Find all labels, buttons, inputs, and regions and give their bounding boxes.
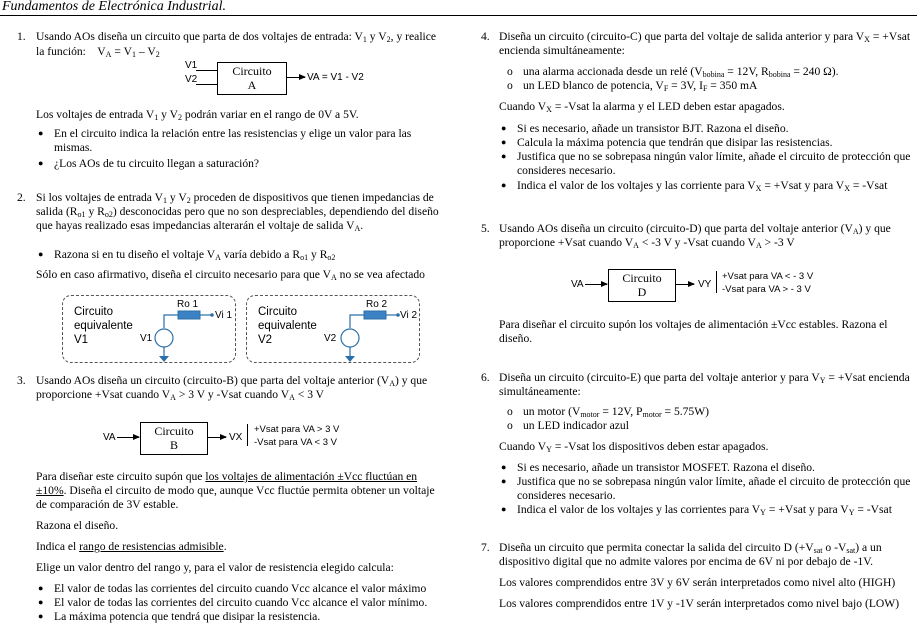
p3-para1-line1: Para diseñar este circuito supón que los voltajes de alimentación ±Vcc fluctúan en xyxy=(36,470,418,483)
p2-bullet: Razona si en tu diseño el voltaje $V_A$ varía debido a $R_{o1}$ y $R_{o2}$ xyxy=(54,248,336,262)
p2-line3: que hayas realizado esas impedancias alterarán el voltaje de salida $V_A$. xyxy=(36,219,364,233)
p4-bullet-2: Calcula la máxima potencia que tendrán que disipar las resistencias. xyxy=(517,136,833,149)
p3-para1-line2: ±10%. Diseña el circuito de modo que, aunque Vcc fluctúe permita obtener un voltaje xyxy=(36,484,435,497)
p3-line2: proporcione +Vsat cuando $V_A > 3$ V y -Vsat cuando $V_A < 3$ V xyxy=(36,388,325,402)
p6-item-2-marker: o xyxy=(507,419,513,432)
equiv-circuit-2-label-3: V2 xyxy=(258,334,273,346)
p6-bullet-2-cont: consideres necesario. xyxy=(517,489,616,502)
p7-high: Los valores comprendidos entre 3V y 6V serán interpretados como nivel alto (HIGH) xyxy=(499,576,896,589)
equiv-circuit-1-label-1: Circuito xyxy=(74,306,113,318)
p1-bullet-1-cont: mismas. xyxy=(54,141,93,154)
p6-bullet-2-dot: ● xyxy=(501,476,507,486)
p7-line2: dispositivo digital que no admite valores por encima de 6V ni por debajo de -1V. xyxy=(499,555,874,568)
p3-number: 3. xyxy=(17,374,26,387)
p6-bullet-3: Indica el valor de los voltajes y las corrientes para $V_Y$ = +Vsat y para $V_Y$ = -Vsat xyxy=(517,503,892,517)
circuit-b-cond-2: -Vsat para VA < 3 V xyxy=(254,437,337,448)
circuit-b-output-label: VX xyxy=(229,432,243,443)
equiv-circuit-1-label-2: equivalente xyxy=(74,320,133,332)
p3-bullet-1: El valor de todas las corrientes del circuito cuando Vcc alcance el valor máximo xyxy=(54,582,427,595)
p4-bullet-3-cont: consideres necesario. xyxy=(517,164,616,177)
p6-bullet-1: Si es necesario, añade un transistor MOSFET. Razona el diseño. xyxy=(517,461,815,474)
p3-razona: Razona el diseño. xyxy=(36,519,119,532)
p3-bullet-2-dot: ● xyxy=(38,597,44,607)
p2-bullet-dot: ● xyxy=(38,249,44,259)
equiv-circuit-2-label-2: equivalente xyxy=(258,320,317,332)
circuit-a-wire-1 xyxy=(196,70,217,71)
p3-line1: Usando AOs diseña un circuito (circuito-B) que parta del voltaje anterior $(V_A)$ y que xyxy=(36,374,428,388)
p4-bullet-4-dot: ● xyxy=(501,180,507,190)
p1-line2: la función: $V_A = V_1 - V_2$ xyxy=(36,45,160,59)
p1-bullet-2-dot: ● xyxy=(38,158,44,168)
circuit-a-input-2: V2 xyxy=(185,74,198,85)
page-title: Fundamentos de Electrónica Industrial. xyxy=(2,0,226,14)
p3-elige: Elige un valor dentro del rango y, para el valor de resistencia elegido calcula: xyxy=(36,561,394,574)
circuit-b-arrow-out xyxy=(208,437,226,438)
circuit-a-box: Circuito A xyxy=(217,62,287,95)
p3-para1-line3: de comparación de 3V estable. xyxy=(36,498,179,511)
p3-bullet-1-dot: ● xyxy=(38,583,44,593)
p3-indica: Indica el rango de resistencias admisible. xyxy=(36,540,227,553)
circuit-d-cond-2: -Vsat para VA > - 3 V xyxy=(722,284,811,295)
circuit-d-arrow-in xyxy=(585,284,607,285)
equiv-circuit-2-schematic xyxy=(0,0,1,1)
p6-line2: simultáneamente: xyxy=(499,385,581,398)
p6-item-1: un motor ($V_{motor} = 12V$, $P_{motor} = 5.75W$) xyxy=(523,405,710,419)
equiv-circuit-1-out-label: Vi 1 xyxy=(215,310,233,321)
p6-cuando: Cuando $V_Y$ = -Vsat los dispositivos deben estar apagados. xyxy=(499,440,769,454)
p6-item-1-marker: o xyxy=(507,405,513,418)
circuit-b-box: Circuito B xyxy=(140,422,208,455)
p6-line1: Diseña un circuito (circuito-E) que parta del voltaje anterior y para $V_Y$ = +Vsat encienda xyxy=(499,371,910,385)
circuit-a-output: VA = V1 - V2 xyxy=(307,72,364,83)
p4-item-2: un LED blanco de potencia, $V_F = 3V$, $I_F = 350$ mA xyxy=(523,79,758,93)
p7-number: 7. xyxy=(481,541,490,554)
p4-number: 4. xyxy=(481,30,490,43)
circuit-a-input-1: V1 xyxy=(185,60,198,71)
circuit-d-input: VA xyxy=(571,279,584,290)
p1-bullet-1-dot: ● xyxy=(38,128,44,138)
p2-number: 2. xyxy=(17,191,26,204)
p4-bullet-3: Justifica que no se sobrepasa ningún valor límite, añade el circuito de protección que xyxy=(517,150,911,163)
circuit-d-box: Circuito D xyxy=(608,269,676,302)
p6-bullet-1-dot: ● xyxy=(501,462,507,472)
p3-bullet-3: La máxima potencia que tendrá que disipar la resistencia. xyxy=(54,610,321,623)
circuit-b-input: VA xyxy=(103,432,116,443)
equiv-circuit-1-src-label: V1 xyxy=(140,333,153,344)
p6-item-2: un LED indicador azul xyxy=(523,419,629,432)
p4-bullet-2-dot: ● xyxy=(501,137,507,147)
circuit-a-wire-2 xyxy=(196,84,217,85)
equiv-circuit-2-src-label: V2 xyxy=(324,333,337,344)
p3-bullet-2: El valor de todas las corrientes del circuito cuando Vcc alcance el valor mínimo. xyxy=(54,596,428,609)
circuit-d-output-label: VY xyxy=(698,279,712,290)
p5-line2: proporcione +Vsat cuando $V_A < -3$ V y -Vsat cuando $V_A > -3$ V xyxy=(499,236,795,250)
circuit-b-cond-1: +Vsat para VA > 3 V xyxy=(254,424,340,435)
p7-low: Los valores comprendidos entre 1V y -1V serán interpretados como nivel bajo (LOW) xyxy=(499,597,900,610)
p3-bullet-3-dot: ● xyxy=(38,611,44,621)
p2-line1: Si los voltajes de entrada $V_1$ y $V_2$ proceden de dispositivos que tienen impedancias de xyxy=(36,191,434,205)
circuit-d-brace xyxy=(716,271,717,293)
p4-line1: Diseña un circuito (circuito-C) que parta del voltaje de salida anterior y para $V_X$ = +Vsat xyxy=(499,30,911,44)
p4-bullet-1: Si es necesario, añade un transistor BJT. Razona el diseño. xyxy=(517,122,789,135)
p4-bullet-1-dot: ● xyxy=(501,123,507,133)
equiv-circuit-1-label-3: V1 xyxy=(74,334,89,346)
p4-line2: encienda simultáneamente: xyxy=(499,44,625,57)
p2-line2: salida ($R_{o1}$ y $R_{o2}$) desconocidas pero que no son despreciables, dependiendo del diseño xyxy=(36,205,439,219)
equiv-circuit-2-out-label: Vi 2 xyxy=(400,310,418,321)
p4-bullet-3-dot: ● xyxy=(501,151,507,161)
p1-range: Los voltajes de entrada $V_1$ y $V_2$ podrán variar en el rango de 0V a 5V. xyxy=(36,108,359,122)
p4-item-1: una alarma accionada desde un relé ($V_{bobina} = 12V$, $R_{bobina} = 240$ Ω). xyxy=(523,65,839,79)
p5-number: 5. xyxy=(481,222,490,235)
p5-para-line1: Para diseñar el circuito supón los voltajes de alimentación ±Vcc estables. Razona el xyxy=(499,318,888,331)
equiv-circuit-2-label-1: Circuito xyxy=(258,306,297,318)
p2-only: Sólo en caso afirmativo, diseña el circuito necesario para que $V_A$ no se vea afectado xyxy=(36,268,425,282)
circuit-b-brace xyxy=(247,424,248,446)
p4-bullet-4: Indica el valor de los voltajes y las corriente para $V_X$ = +Vsat y para $V_X$ = -Vsat xyxy=(517,179,888,193)
p4-item-2-marker: o xyxy=(507,79,513,92)
p5-line1: Usando AOs diseña un circuito (circuito-D) que parta del voltaje anterior $(V_A)$ y que xyxy=(499,222,891,236)
p4-item-1-marker: o xyxy=(507,65,513,78)
p5-para-line2: diseño. xyxy=(499,332,533,345)
p6-bullet-3-dot: ● xyxy=(501,504,507,514)
p4-cuando: Cuando $V_X$ = -Vsat la alarma y el LED deben estar apagados. xyxy=(499,100,785,114)
p6-bullet-2: Justifica que no se sobrepasa ningún valor límite, añade el circuito de protección que xyxy=(517,475,911,488)
p1-number: 1. xyxy=(17,30,26,43)
p1-bullet-1: En el circuito indica la relación entre las resistencias y elige un valor para las xyxy=(54,127,412,140)
p1-bullet-2: ¿Los AOs de tu circuito llegan a saturación? xyxy=(54,157,260,170)
p7-line1: Diseña un circuito que permita conectar la salida del circuito D ($+V_{sat}$ o $-V_{sat}$) a un xyxy=(499,541,882,555)
circuit-d-cond-1: +Vsat para VA < - 3 V xyxy=(722,271,814,282)
circuit-a-arrow xyxy=(287,77,305,78)
p1-line1: Usando AOs diseña un circuito que parta de dos voltajes de entrada: $V_1$ y $V_2$, y realice xyxy=(36,30,437,44)
p6-number: 6. xyxy=(481,371,490,384)
header-rule xyxy=(0,15,917,16)
equiv-circuit-2-res-label: Ro 2 xyxy=(366,299,388,310)
circuit-d-arrow-out xyxy=(676,284,694,285)
equiv-circuit-1-res-label: Ro 1 xyxy=(177,299,199,310)
circuit-b-arrow-in xyxy=(117,437,139,438)
